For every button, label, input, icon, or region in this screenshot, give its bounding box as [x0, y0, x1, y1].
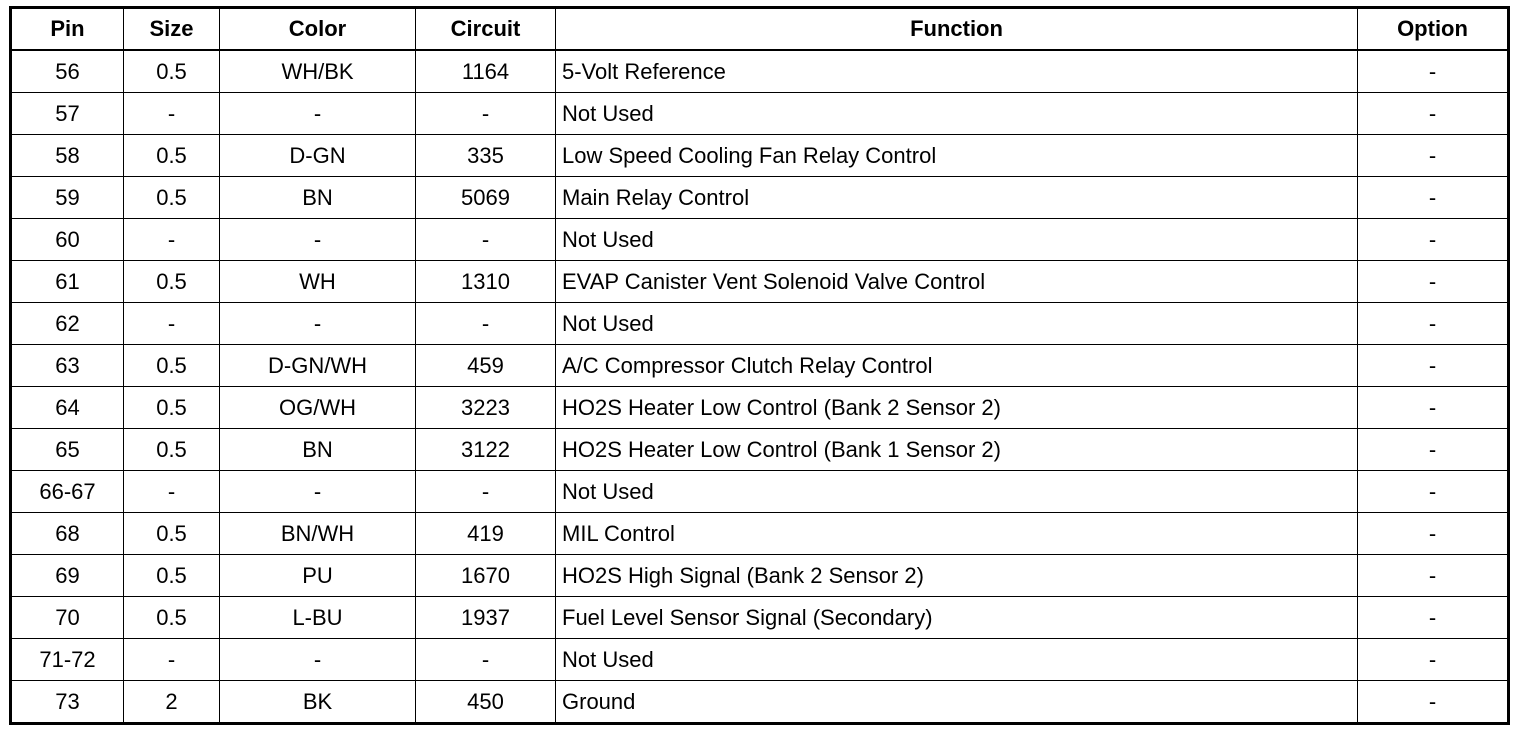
cell-function: Not Used: [556, 639, 1358, 681]
cell-function: Not Used: [556, 471, 1358, 513]
cell-color: BK: [220, 681, 416, 724]
cell-function: Main Relay Control: [556, 177, 1358, 219]
cell-size: 0.5: [124, 387, 220, 429]
cell-color: D-GN/WH: [220, 345, 416, 387]
cell-size: 2: [124, 681, 220, 724]
cell-circuit: 3122: [416, 429, 556, 471]
cell-option: -: [1358, 261, 1509, 303]
cell-size: 0.5: [124, 177, 220, 219]
cell-function: Not Used: [556, 303, 1358, 345]
cell-pin: 63: [11, 345, 124, 387]
cell-pin: 68: [11, 513, 124, 555]
cell-circuit: 1310: [416, 261, 556, 303]
table-row: [11, 639, 1509, 681]
header-circuit: Circuit: [416, 8, 556, 51]
cell-function: HO2S High Signal (Bank 2 Sensor 2): [556, 555, 1358, 597]
table-row: [11, 135, 1509, 177]
cell-circuit: 5069: [416, 177, 556, 219]
cell-function: Fuel Level Sensor Signal (Secondary): [556, 597, 1358, 639]
connector-pinout-sheet: [9, 6, 1507, 726]
cell-option: -: [1358, 387, 1509, 429]
cell-pin: 56: [11, 50, 124, 93]
cell-option: -: [1358, 135, 1509, 177]
cell-circuit: 3223: [416, 387, 556, 429]
table-row: [11, 303, 1509, 345]
cell-color: BN: [220, 429, 416, 471]
cell-pin: 62: [11, 303, 124, 345]
table-header: [11, 8, 1509, 51]
cell-circuit: -: [416, 471, 556, 513]
cell-option: -: [1358, 681, 1509, 724]
cell-function: Not Used: [556, 219, 1358, 261]
cell-circuit: 1670: [416, 555, 556, 597]
cell-circuit: 450: [416, 681, 556, 724]
header-pin: Pin: [11, 8, 124, 51]
table-row: [11, 387, 1509, 429]
table-row: [11, 681, 1509, 724]
header-function: Function: [556, 8, 1358, 51]
cell-option: -: [1358, 429, 1509, 471]
cell-option: -: [1358, 345, 1509, 387]
cell-color: BN: [220, 177, 416, 219]
pinout-table: [9, 6, 1510, 725]
cell-option: -: [1358, 219, 1509, 261]
table-row: [11, 93, 1509, 135]
cell-circuit: 335: [416, 135, 556, 177]
cell-size: 0.5: [124, 513, 220, 555]
table-row: [11, 513, 1509, 555]
cell-option: -: [1358, 303, 1509, 345]
cell-color: -: [220, 471, 416, 513]
cell-size: -: [124, 303, 220, 345]
cell-circuit: -: [416, 303, 556, 345]
cell-function: Ground: [556, 681, 1358, 724]
cell-color: -: [220, 219, 416, 261]
cell-circuit: -: [416, 639, 556, 681]
cell-function: A/C Compressor Clutch Relay Control: [556, 345, 1358, 387]
cell-option: -: [1358, 93, 1509, 135]
table-row: [11, 177, 1509, 219]
cell-option: -: [1358, 50, 1509, 93]
cell-size: 0.5: [124, 261, 220, 303]
cell-circuit: 1164: [416, 50, 556, 93]
cell-size: 0.5: [124, 597, 220, 639]
table-row: [11, 261, 1509, 303]
table-row: [11, 597, 1509, 639]
cell-option: -: [1358, 639, 1509, 681]
cell-size: 0.5: [124, 345, 220, 387]
cell-pin: 59: [11, 177, 124, 219]
cell-size: -: [124, 93, 220, 135]
table-row: [11, 50, 1509, 93]
cell-pin: 64: [11, 387, 124, 429]
cell-size: 0.5: [124, 555, 220, 597]
cell-size: 0.5: [124, 135, 220, 177]
cell-option: -: [1358, 513, 1509, 555]
cell-color: PU: [220, 555, 416, 597]
cell-pin: 71-72: [11, 639, 124, 681]
cell-option: -: [1358, 177, 1509, 219]
cell-function: Low Speed Cooling Fan Relay Control: [556, 135, 1358, 177]
header-row: [11, 8, 1509, 51]
table-row: [11, 555, 1509, 597]
cell-pin: 65: [11, 429, 124, 471]
cell-option: -: [1358, 597, 1509, 639]
cell-pin: 57: [11, 93, 124, 135]
cell-function: HO2S Heater Low Control (Bank 2 Sensor 2): [556, 387, 1358, 429]
header-option: Option: [1358, 8, 1509, 51]
header-color: Color: [220, 8, 416, 51]
table-body: [11, 50, 1509, 724]
cell-function: HO2S Heater Low Control (Bank 1 Sensor 2): [556, 429, 1358, 471]
cell-color: L-BU: [220, 597, 416, 639]
cell-color: -: [220, 639, 416, 681]
cell-color: BN/WH: [220, 513, 416, 555]
cell-pin: 69: [11, 555, 124, 597]
cell-function: Not Used: [556, 93, 1358, 135]
cell-function: MIL Control: [556, 513, 1358, 555]
cell-circuit: 1937: [416, 597, 556, 639]
cell-color: WH: [220, 261, 416, 303]
cell-color: D-GN: [220, 135, 416, 177]
cell-color: WH/BK: [220, 50, 416, 93]
cell-function: 5-Volt Reference: [556, 50, 1358, 93]
cell-size: -: [124, 471, 220, 513]
cell-pin: 61: [11, 261, 124, 303]
cell-pin: 70: [11, 597, 124, 639]
cell-circuit: -: [416, 93, 556, 135]
cell-circuit: 459: [416, 345, 556, 387]
table-row: [11, 471, 1509, 513]
cell-pin: 58: [11, 135, 124, 177]
header-size: Size: [124, 8, 220, 51]
cell-circuit: -: [416, 219, 556, 261]
cell-function: EVAP Canister Vent Solenoid Valve Control: [556, 261, 1358, 303]
cell-color: -: [220, 303, 416, 345]
cell-pin: 60: [11, 219, 124, 261]
table-row: [11, 345, 1509, 387]
cell-color: OG/WH: [220, 387, 416, 429]
cell-size: 0.5: [124, 429, 220, 471]
cell-option: -: [1358, 555, 1509, 597]
cell-size: -: [124, 639, 220, 681]
cell-color: -: [220, 93, 416, 135]
cell-pin: 66-67: [11, 471, 124, 513]
cell-pin: 73: [11, 681, 124, 724]
cell-size: -: [124, 219, 220, 261]
cell-size: 0.5: [124, 50, 220, 93]
table-row: [11, 219, 1509, 261]
table-row: [11, 429, 1509, 471]
cell-circuit: 419: [416, 513, 556, 555]
cell-option: -: [1358, 471, 1509, 513]
